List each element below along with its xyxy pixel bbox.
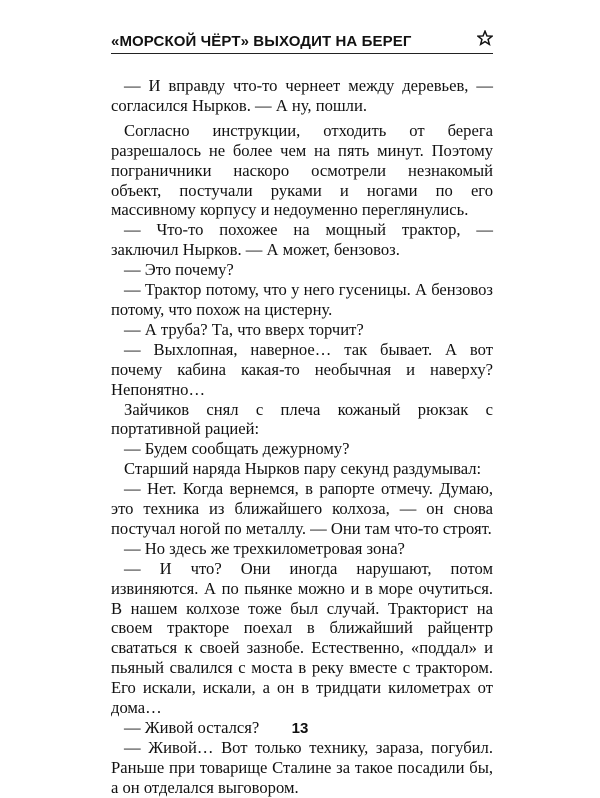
running-head xyxy=(111,28,489,54)
paragraph: — Живой… Вот только технику, зараза, погубил. Раньше при товарище Сталине за такое посадили бы, а он отделался выговором. xyxy=(111,737,493,797)
paragraph: — Трактор потому, что у него гусеницы. А бензовоз потому, что похож на цистерну. xyxy=(111,280,493,319)
paragraph: — Но здесь же трехкилометровая зона? xyxy=(124,538,405,558)
star-outline-icon xyxy=(477,30,493,46)
running-head-title: «МОРСКОЙ ЧЁРТ» ВЫХОДИТ НА БЕРЕГ xyxy=(111,33,412,50)
paragraph: Согласно инструкции, отходить от берега разрешалось не более чем на пять минут. Поэтому пограничники наскоро осмотрели незнакомый объект, постучали руками и ногами по его массивному корпусу и недоуменно переглянулись. xyxy=(111,120,493,220)
header-rule xyxy=(111,53,493,54)
paragraph: — Это почему? xyxy=(124,260,234,280)
page-number: 13 xyxy=(291,720,309,737)
paragraph: — Живой остался? xyxy=(124,718,260,737)
paragraph: — Нет. Когда вернемся, в рапорте отмечу. Думаю, это техника из ближайшего колхоза, — он снова постучал ногой по металлу. — Они там что-то строят. xyxy=(111,479,493,538)
paragraph: Зайчиков снял с плеча кожаный рюкзак с портативной рацией: xyxy=(111,399,493,439)
paragraph: — И вправду что-то чернеет между деревьев, — согласился Нырков. — А ну, пошли. xyxy=(111,76,493,115)
paragraph: — А труба? Та, что вверх торчит? xyxy=(124,319,364,339)
paragraph: Старший наряда Нырков пару секунд раздумывал: xyxy=(124,459,482,479)
paragraph: — Выхлопная, наверное… так бывает. А вот почему кабина какая-то необычная и наверху? Непонятно… xyxy=(111,339,493,399)
paragraph: — Будем сообщать дежурному? xyxy=(124,439,350,459)
body-text xyxy=(111,76,493,798)
paragraph: — Что-то похожее на мощный трактор, — заключил Нырков. — А может, бензовоз. xyxy=(111,220,493,260)
paragraph: — И что? Они иногда нарушают, потом извиняются. А по пьянке можно и в море очутиться. В нашем колхозе тоже был случай. Тракторист на своем тракторе поехал в ближайший райцентр свататься к своей зазнобе. Естественно, «поддал» и пьяный свалился с моста в реку вместе с трактором. Его искали, искали, а он в тридцати километрах от дома… xyxy=(111,558,493,718)
